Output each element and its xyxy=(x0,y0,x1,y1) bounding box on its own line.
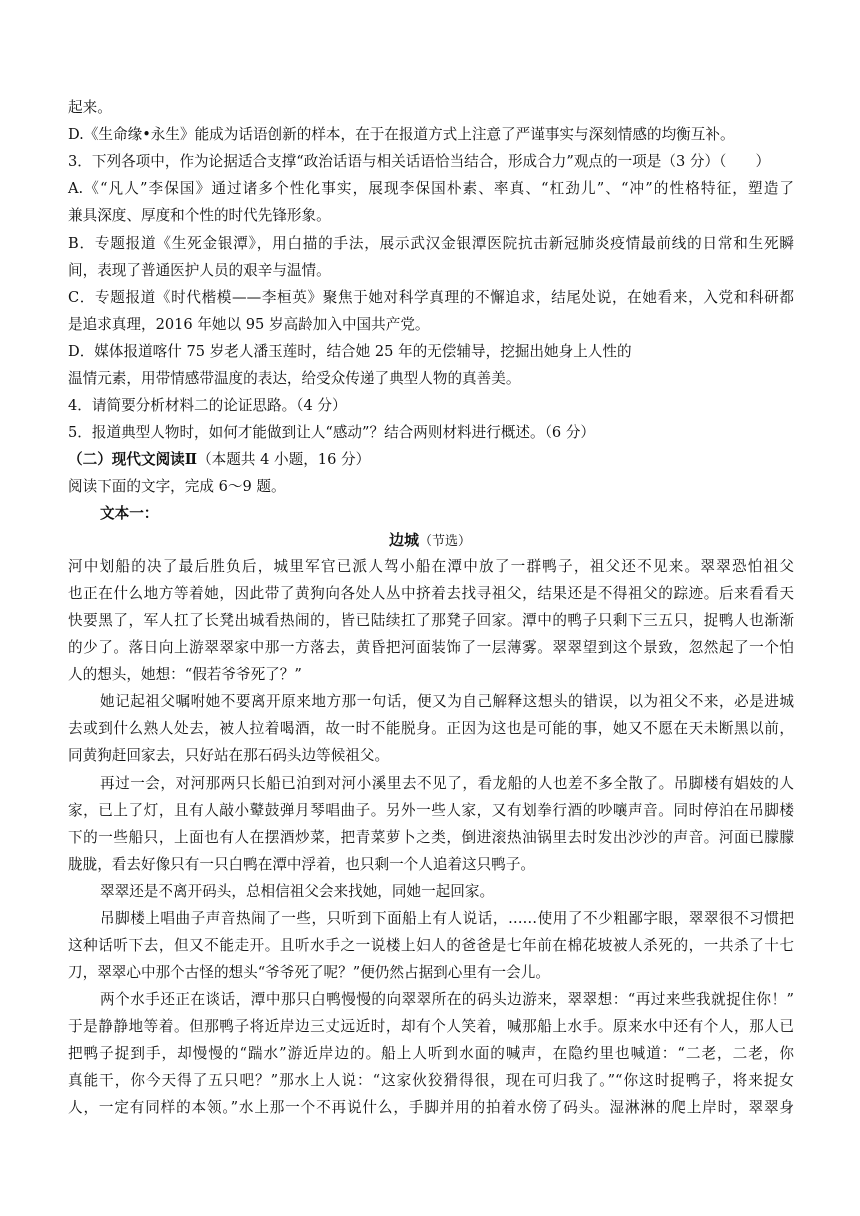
text-line: 是追求真理，2016 年她以 95 岁高龄加入中国共产党。 xyxy=(68,316,430,333)
passage-line: 下的一些船只，上面也有人在摆酒炒菜，把青菜萝卜之类，倒进滚热油锅里去时发出沙沙的声音。河面已朦朦 xyxy=(68,829,794,846)
passage-line: 去或到什么熟人处去，被人拉着喝酒，故一时不能脱身。正因为这也是可能的事，她又不愿在天未断黑以前， xyxy=(68,720,794,737)
passage-line: 快要黑了，军人扛了长凳出城看热闹的，皆已陆续扛了那凳子回家。潭中的鸭子只剩下三五只，捉鸭人也渐渐 xyxy=(68,612,794,629)
passage-subtitle: （节选） xyxy=(419,534,472,549)
question-5: 5．报道典型人物时，如何才能做到让人“感动”？结合两则材料进行概述。（6 分） xyxy=(68,424,596,441)
passage-line: 同黄狗赶回家去，只好站在那石码头边等候祖父。 xyxy=(68,747,390,764)
section-heading-title: （二）现代文阅读Ⅱ xyxy=(68,451,198,468)
passage-line: 这种话听下去，但又不能走开。且听水手之一说楼上妇人的爸爸是七年前在棉花坡被人杀死的，一共杀了十七 xyxy=(68,937,794,954)
passage-line: 把鸭子捉到手，却慢慢的“踹水”游近岸边的。船上人听到水面的喊声，在隐约里也喊道：“二老，二老，你 xyxy=(68,1045,794,1062)
passage-title xyxy=(0,530,860,552)
passage-line: 两个水手还正在谈话，潭中那只白鸭慢慢的向翠翠所在的码头边游来，翠翠想：“再过来些我就捉住你！” xyxy=(100,991,794,1008)
section-heading xyxy=(68,450,794,470)
passage-line: 河中划船的决了最后胜负后，城里军官已派人驾小船在潭中放了一群鸭子，祖父还不见来。翠翠恐怕祖父 xyxy=(68,558,794,575)
text-label: 文本一： xyxy=(100,505,159,522)
passage-line: 家，已上了灯，且有人敲小鼙鼓弹月琴唱曲子。另外一些人家，又有划拳行酒的吵嚷声音。同时停泊在吊脚楼 xyxy=(68,802,794,819)
instruction: 阅读下面的文字，完成 6～9 题。 xyxy=(68,478,286,495)
text-line: D.《生命缘•永生》能成为话语创新的样本，在于在报道方式上注意了严谨事实与深刻情感的均衡互补。 xyxy=(68,126,735,143)
option-b: B．专题报道《生死金银潭》，用白描的手法，展示武汉金银潭医院抗击新冠肺炎疫情最前线的日常和生死瞬 xyxy=(68,235,794,252)
passage-line: 翠翠还是不离开码头，总相信祖父会来找她，同她一起回家。 xyxy=(100,883,495,900)
text-line: 温情元素，用带情感带温度的表达，给受众传递了典型人物的真善美。 xyxy=(68,370,521,387)
section-heading-note: （本题共 4 小题，16 分） xyxy=(197,451,371,468)
passage-line: 真能干，你今天得了五只吧？”那水上人说：“这家伙狡猾得很，现在可归我了。”“你这时捉鸭子，将来捉女 xyxy=(68,1072,794,1089)
question-3: 3．下列各项中，作为论据适合支撑“政治话语与相关话语恰当结合，形成合力”观点的一项是（3 分）（ ） xyxy=(68,153,771,170)
passage-title-main: 边城 xyxy=(388,531,419,549)
question-4: 4．请简要分析材料二的论证思路。（4 分） xyxy=(68,397,347,414)
option-d: D．媒体报道喀什 75 岁老人潘玉莲时，结合她 25 年的无偿辅导，挖掘出她身上人性的 xyxy=(68,343,632,360)
text-line: 起来。 xyxy=(68,99,112,116)
passage-line: 再过一会，对河那两只长船已泊到对河小溪里去不见了，看龙船的人也差不多全散了。吊脚楼有娼妓的人 xyxy=(100,775,794,792)
passage-line: 刀，翠翠心中那个古怪的想头“爷爷死了呢？”便仍然占据到心里有一会儿。 xyxy=(68,964,550,981)
passage-line: 吊脚楼上唱曲子声音热闹了一些，只听到下面船上有人说话，……使用了不少粗鄙字眼，翠翠很不习惯把 xyxy=(100,910,794,927)
text-line: 兼具深度、厚度和个性的时代先锋形象。 xyxy=(68,207,331,224)
passage-line: 于是静静地等着。但那鸭子将近岸边三丈远近时，却有个人笑着，喊那船上水手。原来水中还有个人，那人已 xyxy=(68,1018,794,1035)
option-a: A.《“凡人”李保国》通过诸多个性化事实，展现李保国朴素、率真、“杠劲儿”、“冲”的性格特征，塑造了 xyxy=(68,180,794,197)
passage-line: 的少了。落日向上游翠翠家中那一方落去，黄昏把河面装饰了一层薄雾。翠翠望到这个景致，忽然起了一个怕 xyxy=(68,639,794,656)
passage-line: 人的想头，她想：“假若爷爷死了？” xyxy=(68,666,302,683)
passage-line: 她记起祖父嘱咐她不要离开原来地方那一句话，便又为自己解释这想头的错误，以为祖父不来，必是进城 xyxy=(100,693,794,710)
text-line: 间，表现了普通医护人员的艰辛与温情。 xyxy=(68,262,331,279)
passage-line: 也正在什么地方等着她，因此带了黄狗向各处人丛中挤着去找寻祖父，结果还是不得祖父的踪迹。后来看看天 xyxy=(68,585,794,602)
passage-line: 胧胧，看去好像只有一只白鸭在潭中浮着，也只剩一个人追着这只鸭子。 xyxy=(68,856,536,873)
option-c: C．专题报道《时代楷模——李桓英》聚焦于她对科学真理的不懈追求，结尾处说，在她看来，入党和科研都 xyxy=(68,289,794,306)
passage-line: 人，一定有同样的本领。”水上那一个不再说什么，手脚并用的拍着水傍了码头。湿淋淋的爬上岸时，翠翠身 xyxy=(68,1099,794,1116)
